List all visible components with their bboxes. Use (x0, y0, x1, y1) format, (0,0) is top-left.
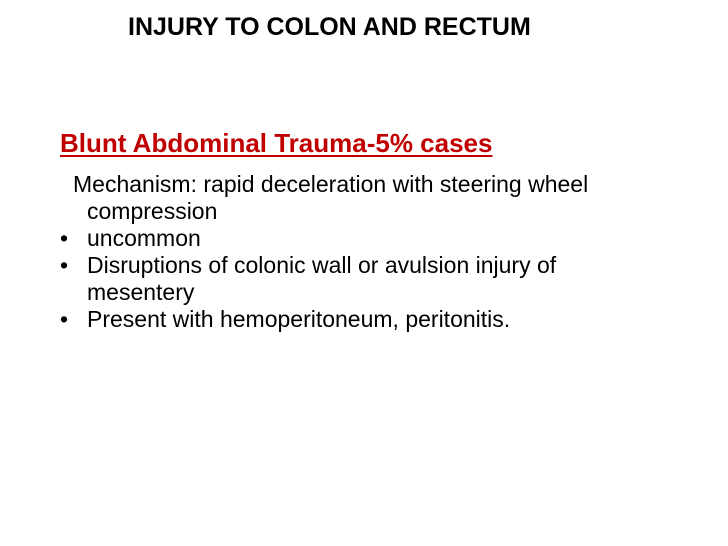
bullet-icon: • (60, 252, 69, 278)
mechanism-text: Mechanism: rapid deceleration with steering wheel compression (73, 171, 589, 224)
bullet-text: Disruptions of colonic wall or avulsion injury of mesentery (87, 252, 557, 305)
bullet-icon: • (60, 225, 69, 251)
bullet-icon: • (60, 306, 69, 332)
bullet-text: Present with hemoperitoneum, peritonitis. (87, 306, 511, 332)
slide-title: INJURY TO COLON AND RECTUM (128, 13, 531, 41)
bullet-text: uncommon (87, 225, 201, 251)
bullet-item (60, 225, 660, 252)
bullet-list (60, 225, 660, 333)
bullet-item (60, 252, 660, 306)
slide-body (60, 171, 660, 333)
section-heading: Blunt Abdominal Trauma-5% cases (60, 128, 493, 158)
bullet-item (60, 306, 660, 333)
